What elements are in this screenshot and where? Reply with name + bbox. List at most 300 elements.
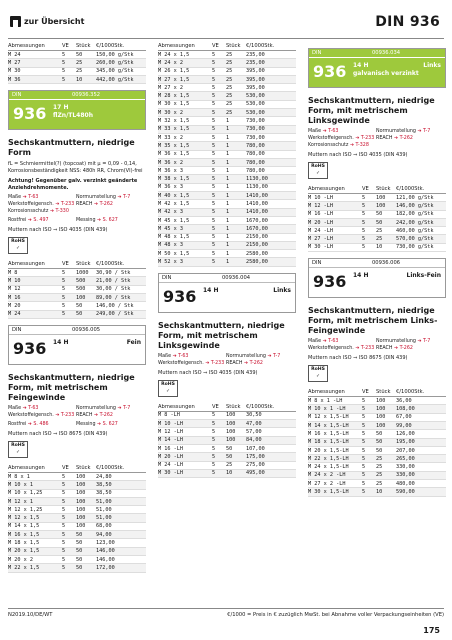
table-cell: 1 [226,151,230,158]
table-row[interactable] [308,202,446,210]
reference-target[interactable]: ➔ S. 627 [97,421,118,427]
table-cell: M 24 [8,311,21,318]
table-cell: 5 [62,269,66,276]
reference-link[interactable]: Werkstoffeigensch. ➔ T-233 [8,412,75,418]
table-cell: 730,00 [246,134,265,141]
table-cell: 5 [212,453,216,460]
table-header [308,185,446,194]
table-row[interactable] [8,302,146,310]
reference-target[interactable]: ➔ T-63 [22,405,39,411]
reference-link[interactable]: Korrosionsschutz ➔ T-328 [308,143,369,148]
reference-link[interactable]: Messing ➔ S. 627 [76,218,118,224]
table-row[interactable] [158,420,296,428]
table-cell: M 36 x 2 [158,159,183,166]
reference-link[interactable]: Werkstoffeigensch. ➔ T-233 [308,346,375,352]
product-code-row [309,49,445,58]
table-row[interactable] [8,523,146,531]
table-cell: 21,00 / Stk [96,278,131,285]
table-cell: 5 [62,490,66,497]
din-label: DIN [312,50,322,56]
reference-target[interactable]: ➔ T-233 [55,412,75,418]
table-header [158,42,296,51]
column-header: VE [362,186,369,192]
table-cell: 25 [76,68,83,75]
table-cell: 51,00 [96,506,112,513]
table-row[interactable] [308,463,446,471]
table-row[interactable] [308,244,446,252]
table-cell: 5 [62,564,66,571]
reference-target[interactable]: ➔ T-233 [355,136,375,141]
table-cell: 100 [76,523,86,530]
table-cell: 480,00 [396,480,415,487]
header-divider [8,38,444,39]
reference-link[interactable]: Normumstellung ➔ T-7 [376,339,431,345]
table-cell: 249,00 / Stk [96,311,134,318]
table-cell: 100 [376,406,386,413]
reference-link[interactable]: Rostfrei ➔ S. 486 [8,421,49,427]
table-row[interactable] [8,514,146,522]
table-cell: 10 [76,76,83,83]
table-row[interactable] [308,447,446,455]
table-cell: 500 [76,278,86,285]
table-row[interactable] [308,422,446,430]
table-cell: 1 [226,242,230,249]
table-cell: 100 [76,506,86,513]
reference-link[interactable]: Werkstoffeigensch. ➔ T-233 [8,202,75,208]
table-cell: M 20 -LH [158,453,183,460]
reference-link[interactable]: REACH ➔ T-262 [76,202,113,208]
table-row[interactable] [158,225,296,233]
reference-link[interactable]: Normumstellung ➔ T-7 [226,353,281,359]
surface-finish: galvanisch verzinkt [353,70,419,77]
table-cell: 5 [62,303,66,310]
table-cell: 47,00 [246,420,262,427]
strength-class: 14 H [353,272,369,280]
reference-link[interactable]: REACH ➔ T-262 [76,412,113,418]
table-cell: M 10 -LH [158,420,183,427]
table-cell: 1 [226,200,230,207]
table-cell: 25 [76,59,83,66]
table-row[interactable] [158,209,296,217]
article-number: 00936.352 [72,92,101,99]
table-row[interactable] [158,126,296,134]
table-cell: M 8 [8,269,18,276]
table-row[interactable] [158,192,296,200]
reference-target[interactable]: ➔ T-330 [49,209,69,215]
table-cell: 30,00 / Stk [96,286,131,293]
din-number: 936 [313,272,347,292]
table-cell: 260,00 g/Stk [96,59,134,66]
table-row[interactable] [158,159,296,167]
product-code-row [309,259,445,268]
table-cell: 530,00 [246,109,265,116]
table-cell: 100 [376,202,386,209]
table-cell: 5 [212,126,216,133]
table-cell: 780,00 [246,142,265,149]
table-row[interactable] [158,134,296,142]
table-row[interactable] [308,194,446,202]
reference-target[interactable]: ➔ T-7 [417,129,431,134]
table-cell: M 30 x 1,5 [158,101,190,108]
table-cell: 25 [226,93,233,100]
table-cell: 1130,00 [246,176,268,183]
product-header [158,273,296,313]
table-row[interactable] [308,455,446,463]
table-cell: 395,00 [246,84,265,91]
table-cell: 5 [212,167,216,174]
column-header: €/1000Stk. [396,389,425,396]
din-number: 936 [13,104,47,124]
table-cell: M 22 x 1,5 [8,564,40,571]
table-cell: 182,00 g/Stk [396,211,434,218]
table-cell: 10 [376,488,383,495]
table-cell: M 14 x 1,5-LH [308,422,349,429]
table-cell: M 24 x 2 [158,59,183,66]
table-row[interactable] [308,488,446,496]
column-header: VE [362,389,369,396]
reference-target[interactable]: ➔ T-262 [94,412,113,418]
table-cell: M 10 x 1,25 [8,490,43,497]
table-cell: 24,80 [96,473,112,480]
table-cell: 5 [212,68,216,75]
table-row[interactable] [308,211,446,219]
table-row[interactable] [308,439,446,447]
table-cell: 530,00 [246,101,265,108]
table-row[interactable] [8,68,146,76]
surface-finish: flZn/TL480h [53,112,93,120]
table-row[interactable] [8,548,146,556]
table-cell: 50 [76,531,83,538]
table-cell: M 36 x 3 [158,184,183,191]
table-cell: 5 [212,109,216,116]
reference-link[interactable]: Maße ➔ T-63 [308,129,339,134]
table-cell: 100 [376,414,386,421]
table-row[interactable] [158,142,296,150]
table-row[interactable] [158,59,296,67]
table-cell: 1 [226,118,230,125]
table-cell: 730,00 [246,126,265,133]
table-cell: 5 [212,412,216,419]
table-row[interactable] [158,234,296,242]
table-row[interactable] [158,167,296,175]
table-row[interactable] [158,470,296,478]
table-cell: 123,00 [96,539,115,546]
table-cell: 108,00 [396,406,415,413]
table-cell: 50 [376,219,383,226]
reference-link[interactable]: Messing ➔ S. 627 [76,421,118,427]
table-row[interactable] [158,428,296,436]
reference-target[interactable]: ➔ S. 486 [27,421,49,427]
table-cell: 1 [226,209,230,216]
table-cell: 5 [212,118,216,125]
table-row[interactable] [308,219,446,227]
product-warning: Achtung! Gegenüber galv. verzinkt geänderte Anziehdrehmomente. [8,178,138,192]
table-row[interactable] [8,286,146,294]
table-row[interactable] [158,92,296,100]
table-row[interactable] [8,531,146,539]
table-cell: M 12 -LH [308,202,333,209]
reference-target[interactable]: ➔ T-7 [117,195,131,201]
table-row[interactable] [308,227,446,235]
table-row[interactable] [8,498,146,506]
table-row[interactable] [158,445,296,453]
table-row[interactable] [8,294,146,302]
table-row[interactable] [158,117,296,125]
table-cell: 38,50 [96,481,112,488]
table-row[interactable] [158,242,296,250]
table-cell: 1410,00 [246,209,268,216]
table-cell: 25 [226,76,233,83]
column-header: €/1000Stk. [96,43,125,49]
table-cell: 1 [226,184,230,191]
table-cell: 1 [226,176,230,183]
reference-target[interactable]: ➔ T-7 [417,339,431,345]
table-cell: M 14 -LH [158,437,183,444]
column-3 [308,42,446,497]
reference-target[interactable]: ➔ T-63 [322,129,339,134]
table-row[interactable] [308,472,446,480]
table-cell: 2150,00 [246,234,268,241]
table-row[interactable] [158,184,296,192]
table-cell: M 42 x 3 [158,209,183,216]
table-cell: M 27 x 2 -LH [308,480,346,487]
footer-price-note: €/1000 = Preis in € zuzüglich MwSt. bei Abnahme voller Verpackungseinheiten (VE) [227,612,444,618]
table-row[interactable] [8,539,146,547]
column-header: Abmessungen [158,403,195,410]
product-title: Sechskantmuttern, niedrige Form [8,138,135,158]
table-cell: 25 [376,472,383,479]
column-header: Abmessungen [8,43,45,49]
column-header: VE [62,464,69,471]
reference-link[interactable]: Maße ➔ T-63 [158,353,189,359]
table-cell: 5 [212,192,216,199]
table-cell: 68,00 [96,523,112,530]
table-row[interactable] [158,200,296,208]
table-cell: M 27 x 1,5 [158,76,190,83]
table-row[interactable] [8,76,146,84]
reference-link[interactable]: Werkstoffeigensch. ➔ T-233 [308,136,375,141]
table-cell: 50 [376,447,383,454]
table-row[interactable] [158,453,296,461]
table-cell: 126,00 [396,430,415,437]
table-row[interactable] [158,68,296,76]
table-row[interactable] [158,412,296,420]
table-row[interactable] [308,430,446,438]
reference-target[interactable]: ➔ T-262 [244,360,263,366]
table-cell: M 8 -LH [158,412,180,419]
table-cell: M 10 x 1 -LH [308,406,346,413]
table-cell: M 28 x 1,5 [158,93,190,100]
table-row[interactable] [8,564,146,572]
table-row[interactable] [158,101,296,109]
table-cell: 50 [76,548,83,555]
table-cell: 5 [62,481,66,488]
table-cell: 495,00 [246,470,265,477]
reference-link[interactable]: Maße ➔ T-63 [8,195,39,201]
norm-reference: Muttern nach ISO ⇒ ISO 8675 (DIN 439) [8,430,108,437]
reference-target[interactable]: ➔ T-233 [355,346,375,352]
table-cell: 730,00 g/Stk [396,244,434,251]
table-cell: 5 [212,159,216,166]
reference-link[interactable]: Korrosionsschutz ➔ T-330 [8,209,69,215]
table-row[interactable] [158,258,296,266]
norm-reference: Muttern nach ISO ⇒ ISO 8675 (DIN 439) [308,355,408,362]
reference-target[interactable]: ➔ T-262 [94,202,113,208]
table-cell: M 45 x 3 [158,225,183,232]
rohs-badge: RoHS ✓ [158,380,178,397]
reference-target[interactable]: ➔ T-262 [394,346,413,352]
reference-target[interactable]: ➔ T-7 [117,405,131,411]
table-cell: 2580,00 [246,259,268,266]
reference-target[interactable]: ➔ T-328 [349,143,369,148]
reference-link[interactable]: Rostfrei ➔ S. 497 [8,218,49,224]
table-row[interactable] [8,311,146,319]
table-cell: 570,00 g/Stk [396,236,434,243]
table-cell: 5 [62,556,66,563]
table-cell: 330,00 [396,464,415,471]
table-cell: 5 [362,439,366,446]
table-cell: 5 [62,76,66,83]
reference-target[interactable]: ➔ T-233 [205,360,225,366]
table-row[interactable] [158,51,296,59]
table-cell: 25 [226,84,233,91]
reference-target[interactable]: ➔ T-63 [322,339,339,345]
table-cell: 84,00 [246,437,262,444]
column-header: €/1000Stk. [96,464,125,471]
table-cell: 5 [362,488,366,495]
table-cell: 5 [62,548,66,555]
table-row[interactable] [8,506,146,514]
table-cell: 94,00 [96,531,112,538]
table-row[interactable] [308,414,446,422]
table-cell: 25 [376,455,383,462]
table-row[interactable] [158,250,296,258]
table-cell: M 38 x 1,5 [158,176,190,183]
table-row[interactable] [8,556,146,564]
table-cell: 5 [362,455,366,462]
table-row[interactable] [158,437,296,445]
reference-link[interactable]: Normumstellung ➔ T-7 [76,195,131,201]
reference-target[interactable]: ➔ S. 497 [27,218,49,224]
footer-divider [8,608,444,609]
table-cell: M 30 x 1,5-LH [308,488,349,495]
table-cell: 780,00 [246,151,265,158]
home-icon [10,16,21,27]
table-row[interactable] [308,397,446,405]
reference-link[interactable]: Normumstellung ➔ T-7 [76,405,131,411]
table-cell: 5 [62,506,66,513]
table-cell: 25 [226,462,233,469]
table-row[interactable] [308,405,446,413]
page-title: DIN 936 [375,14,440,30]
column-header: Stück [76,261,91,268]
table-cell: M 20 -LH [308,219,333,226]
table-cell: 500 [76,286,86,293]
reference-link[interactable]: REACH ➔ T-262 [376,346,413,352]
back-to-overview-link[interactable] [10,16,84,27]
table-cell: 5 [362,447,366,454]
table-cell: M 24 x 1,5-LH [308,464,349,471]
reference-target[interactable]: ➔ T-262 [394,136,413,141]
product-grade [53,104,93,120]
reference-target[interactable]: ➔ S. 627 [97,218,118,224]
product-title: Sechskantmuttern, niedrige Form, mit metrischem Feingewinde [8,372,135,402]
table-cell: 25 [376,236,383,243]
table-cell: M 32 x 1,5 [158,118,190,125]
reference-target[interactable]: ➔ T-7 [267,353,281,359]
table-cell: 100 [226,428,236,435]
table-cell: 100 [226,420,236,427]
reference-link[interactable]: REACH ➔ T-262 [376,136,413,141]
table-cell: 5 [362,219,366,226]
table-row[interactable] [308,480,446,488]
table-cell: 1 [226,134,230,141]
reference-target[interactable]: ➔ T-233 [55,202,75,208]
table-cell: 146,00 [96,548,115,555]
table-cell: 25 [226,59,233,66]
table-cell: 25 [226,68,233,75]
table-row[interactable] [8,277,146,285]
table-row[interactable] [8,59,146,67]
table-cell: 1 [226,142,230,149]
thread-variant: Links-Fein [406,272,441,280]
reference-links [8,194,146,215]
reference-target[interactable]: ➔ T-63 [172,353,189,359]
table-cell: 5 [62,51,66,58]
table-cell: M 12 x 1,25 [8,506,43,513]
table-header [308,388,446,397]
din-label: DIN [12,92,22,99]
table-row[interactable] [8,473,146,481]
reference-link[interactable]: Maße ➔ T-63 [8,405,39,411]
table-row[interactable] [8,490,146,498]
table-row[interactable] [308,235,446,243]
table-row[interactable] [8,269,146,277]
table-cell: 50 [376,211,383,218]
table-row[interactable] [158,217,296,225]
reference-target[interactable]: ➔ T-63 [22,195,39,201]
table-cell: M 36 [8,76,21,83]
table-row[interactable] [158,462,296,470]
table-cell: 25 [376,464,383,471]
table-cell: M 24 [8,51,21,58]
table-row[interactable] [158,109,296,117]
reference-link[interactable]: Normumstellung ➔ T-7 [376,129,431,134]
table-row[interactable] [158,151,296,159]
table-row[interactable] [158,84,296,92]
table-row[interactable] [8,481,146,489]
reference-link[interactable]: Werkstoffeigensch. ➔ T-233 [158,360,225,366]
table-row[interactable] [8,51,146,59]
table-cell: 50 [76,539,83,546]
table-cell: M 48 x 3 [158,242,183,249]
table-cell: 207,00 [396,447,415,454]
rohs-badge: RoHS ✓ [8,441,28,458]
reference-links [8,217,146,224]
table-cell: 150,00 g/Stk [96,51,134,58]
table-cell: 100 [226,437,236,444]
table-cell: 146,00 [96,556,115,563]
table-row[interactable] [158,175,296,183]
table-cell: 51,00 [96,498,112,505]
table-cell: M 8 x 1 -LH [308,397,343,404]
table-row[interactable] [158,76,296,84]
table-cell: 100 [76,498,86,505]
reference-link[interactable]: REACH ➔ T-262 [226,360,263,366]
reference-link[interactable]: Maße ➔ T-63 [308,339,339,345]
rohs-badge: RoHS ✓ [308,162,328,179]
table-cell: 5 [62,59,66,66]
